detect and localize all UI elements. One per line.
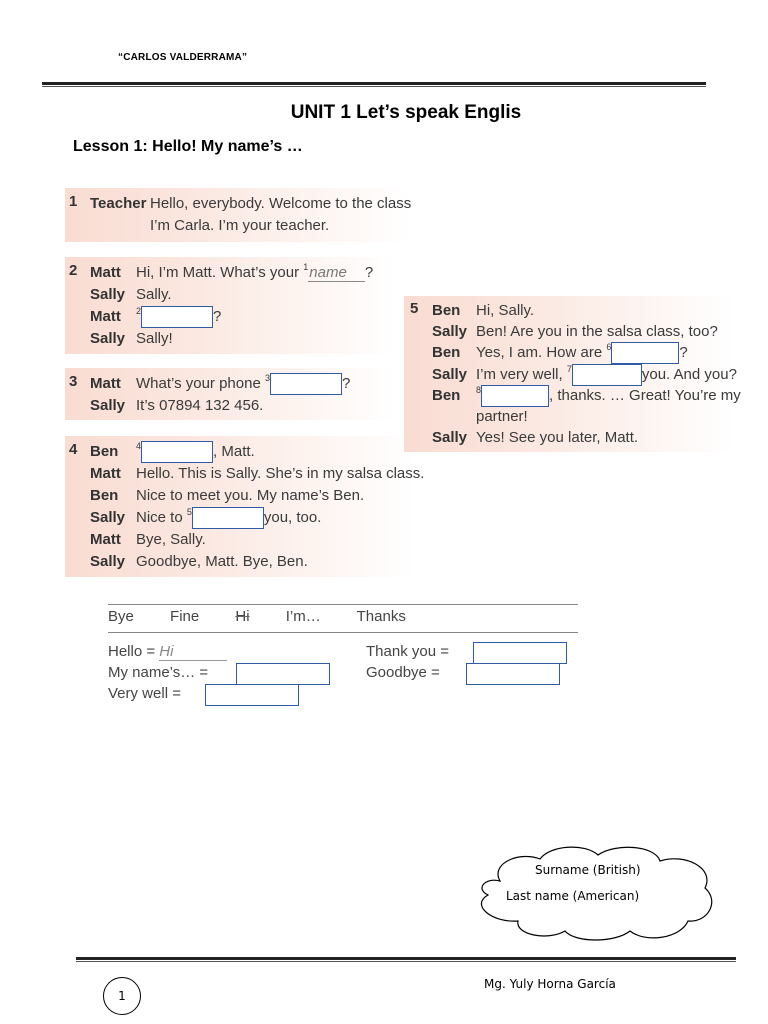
speaker: Sally	[90, 286, 126, 303]
cloud-line-2: Last name (American)	[506, 889, 640, 903]
equation-label: My name’s… =	[108, 664, 209, 681]
word-bank-item: Thanks	[356, 608, 406, 625]
answer-box-goodbye[interactable]	[466, 663, 560, 685]
speaker: Sally	[90, 397, 126, 414]
example-answer: name	[308, 264, 365, 282]
unit-title: UNIT 1 Let’s speak Englis	[290, 102, 522, 123]
gap-number: 2	[136, 306, 142, 316]
speaker: Matt	[90, 465, 121, 482]
word-bank-item: Hi	[235, 608, 250, 625]
line-text: I’m Carla. I’m your teacher.	[150, 217, 330, 234]
gap-number: 7	[566, 364, 572, 374]
dialogue-3	[65, 368, 395, 420]
line-text: What’s your phone	[136, 375, 265, 392]
line-text: , Matt.	[213, 443, 255, 460]
line-text: Nice to meet you. My name’s Ben.	[136, 487, 365, 504]
word-bank-item: Fine	[170, 608, 200, 625]
word-bank-item: I’m…	[285, 608, 321, 625]
speaker: Sally	[432, 366, 468, 383]
answer-box-3[interactable]	[270, 373, 342, 395]
speaker: Ben	[432, 302, 461, 319]
line-text: Yes, I am. How are	[476, 344, 607, 361]
punctuation: ?	[679, 344, 688, 361]
line-text: partner!	[476, 408, 528, 425]
equation-label: Thank you =	[366, 643, 449, 660]
equation-very-well	[108, 685, 181, 702]
word-bank-bottom-line	[108, 632, 578, 633]
line-text: Hello. This is Sally. She’s in my salsa class.	[136, 465, 425, 482]
line-text: Goodbye, Matt. Bye, Ben.	[136, 553, 308, 570]
top-divider	[42, 82, 706, 87]
gap-number: 6	[606, 342, 612, 352]
answer-box-4[interactable]	[141, 441, 213, 463]
dialogue-number: 3	[69, 373, 78, 390]
equation-thank-you	[366, 643, 449, 660]
speaker: Matt	[90, 264, 121, 281]
speaker: Matt	[90, 308, 121, 325]
gap-number: 4	[136, 441, 142, 451]
line-text: you. And you?	[641, 366, 737, 383]
gap-number: 5	[186, 507, 192, 517]
answer-box-8[interactable]	[481, 385, 549, 407]
line-text: Yes! See you later, Matt.	[476, 429, 639, 446]
punctuation: ?	[341, 375, 351, 392]
speaker: Ben	[432, 387, 461, 404]
answer-box-2[interactable]	[141, 306, 213, 328]
line-text: Bye, Sally.	[136, 531, 206, 548]
line-text: Hi, Sally.	[476, 302, 535, 319]
speaker: Ben	[432, 344, 461, 361]
dialogue-number: 4	[69, 441, 78, 458]
answer-box-very-well[interactable]	[205, 684, 299, 706]
speaker: Ben	[90, 487, 119, 504]
page-number: 1	[103, 977, 141, 1015]
speaker: Sally	[90, 553, 126, 570]
gap-number: 8	[476, 385, 482, 395]
bottom-divider	[76, 957, 736, 962]
equation-label: Goodbye =	[366, 664, 440, 681]
speaker: Matt	[90, 375, 121, 392]
line-text: Hello, everybody. Welcome to the class	[150, 195, 412, 212]
school-name: “CARLOS VALDERRAMA”	[118, 52, 248, 63]
author-name: Mg. Yuly Horna García	[484, 977, 616, 991]
answer-box-6[interactable]	[611, 342, 679, 364]
line-text: you, too.	[263, 509, 322, 526]
speaker: Ben	[90, 443, 119, 460]
equation-label: Hello =	[108, 643, 160, 660]
line-text: Nice to	[136, 509, 187, 526]
cloud-line-1: Surname (British)	[535, 863, 641, 877]
gap-number: 1	[303, 262, 309, 272]
dialogue-1	[65, 188, 410, 242]
equation-label: Very well =	[108, 685, 181, 702]
equation-goodbye	[366, 664, 440, 681]
word-bank-item: Bye	[108, 608, 134, 625]
answer-box-thank-you[interactable]	[473, 642, 567, 664]
speaker: Matt	[90, 531, 121, 548]
punctuation: ?	[364, 264, 374, 281]
line-text: Sally!	[136, 330, 173, 347]
line-text: Ben! Are you in the salsa class, too?	[476, 323, 718, 340]
answer-box-7[interactable]	[572, 364, 642, 386]
speaker: Sally	[90, 509, 126, 526]
speaker: Sally	[90, 330, 126, 347]
speaker: Sally	[432, 323, 468, 340]
line-text: I’m very well,	[476, 366, 567, 383]
example-answer: Hi	[159, 643, 227, 661]
dialogue-number: 2	[69, 262, 78, 279]
gap-number: 3	[264, 373, 270, 383]
dialogue-5	[404, 296, 741, 452]
line-text: Sally.	[136, 286, 172, 303]
speaker: Teacher	[90, 195, 147, 212]
speaker: Sally	[432, 429, 468, 446]
punctuation: ?	[213, 308, 222, 325]
answer-box-my-name[interactable]	[236, 663, 330, 685]
answer-box-5[interactable]	[192, 507, 264, 529]
lesson-title: Lesson 1: Hello! My name’s …	[73, 138, 303, 155]
equation-my-name	[108, 664, 208, 681]
word-bank-top-line	[108, 604, 578, 605]
line-text: It’s 07894 132 456.	[136, 397, 264, 414]
dialogue-number: 1	[69, 193, 78, 210]
line-text: Hi, I’m Matt. What’s your	[136, 264, 304, 281]
word-bank	[108, 608, 424, 625]
dialogue-2	[65, 257, 395, 354]
dialogue-number: 5	[410, 300, 419, 317]
equation-hello	[108, 643, 227, 660]
line-text: , thanks. … Great! You’re my	[549, 387, 741, 404]
dialogue-4	[65, 436, 425, 577]
